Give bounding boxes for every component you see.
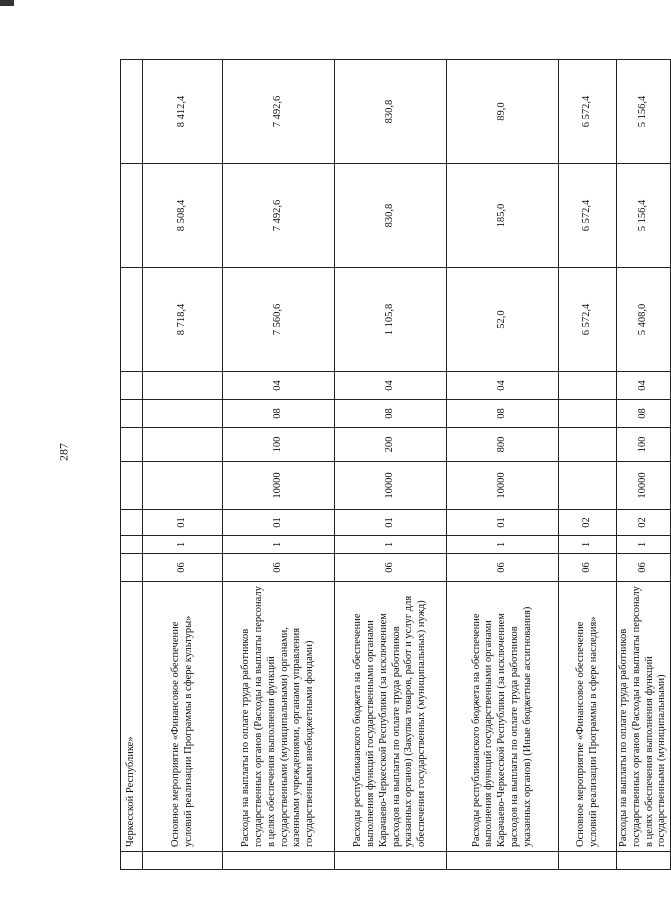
rotated-table-container	[120, 60, 668, 870]
row-name-cell: Основное мероприятие «Финансовое обеспечение условий реализации Программы в сфере культуры»	[143, 582, 223, 852]
expense-type-cell	[559, 428, 617, 462]
row-name-cell: Расходы республиканского бюджета на обеспечение выполнения функций государственными органами Карачаево-Черкесской Республики (за исключением расходов на выплаты по оплате труда работников указанных органов) (Закупка товаров, работ и услуг для обеспечения государственных (муниципальных) нужд)	[335, 582, 447, 852]
expense-type-cell	[143, 428, 223, 462]
page-number: 287	[56, 443, 71, 461]
table-row	[335, 60, 447, 870]
gp-code-cell: 06	[143, 554, 223, 582]
amount-year-2-cell: 830,8	[335, 164, 447, 268]
section-cell: 08	[335, 400, 447, 428]
amount-year-3-cell: 830,8	[335, 60, 447, 164]
direction-code-cell	[559, 462, 617, 510]
amount-year-3-cell: 89,0	[447, 60, 559, 164]
subsection-cell	[559, 372, 617, 400]
subsection-cell	[143, 372, 223, 400]
direction-code-cell	[121, 462, 143, 510]
row-name-cell: Расходы на выплаты по оплате труда работников государственных органов (Расходы на выплаты персоналу в целях обеспечения выполнения функций государственными (муниципальными)	[617, 582, 671, 852]
section-cell	[121, 400, 143, 428]
budget-table	[120, 59, 671, 870]
event-code-cell: 01	[335, 510, 447, 536]
expense-type-cell: 200	[335, 428, 447, 462]
section-cell	[559, 400, 617, 428]
event-code-cell: 01	[223, 510, 335, 536]
event-code-cell	[121, 510, 143, 536]
expense-type-cell: 800	[447, 428, 559, 462]
amount-year-1-cell: 7 560,6	[223, 268, 335, 372]
subsection-cell	[121, 372, 143, 400]
expense-type-cell: 100	[617, 428, 671, 462]
table-row	[121, 60, 143, 870]
subprogram-code-cell: 1	[447, 536, 559, 554]
row-name-cell: Основное мероприятие «Финансовое обеспечение условий реализации Программы в сфере наследия»	[559, 582, 617, 852]
table-row	[143, 60, 223, 870]
subprogram-code-cell	[121, 536, 143, 554]
subprogram-code-cell: 1	[223, 536, 335, 554]
amount-year-1-cell: 5 408,0	[617, 268, 671, 372]
row-index-cell	[223, 852, 335, 870]
amount-year-1-cell: 52,0	[447, 268, 559, 372]
direction-code-cell: 10000	[617, 462, 671, 510]
subprogram-code-cell: 1	[335, 536, 447, 554]
section-cell: 08	[447, 400, 559, 428]
row-index-cell	[121, 852, 143, 870]
amount-year-3-cell	[121, 60, 143, 164]
gp-code-cell: 06	[559, 554, 617, 582]
subsection-cell: 04	[617, 372, 671, 400]
event-code-cell: 01	[447, 510, 559, 536]
row-index-cell	[143, 852, 223, 870]
gp-code-cell: 06	[617, 554, 671, 582]
amount-year-3-cell: 5 156,4	[617, 60, 671, 164]
table-body	[121, 60, 671, 870]
gp-code-cell	[121, 554, 143, 582]
table-row	[223, 60, 335, 870]
gp-code-cell: 06	[223, 554, 335, 582]
section-cell: 08	[617, 400, 671, 428]
amount-year-2-cell: 185,0	[447, 164, 559, 268]
event-code-cell: 02	[617, 510, 671, 536]
amount-year-2-cell: 5 156,4	[617, 164, 671, 268]
event-code-cell: 02	[559, 510, 617, 536]
row-index-cell	[447, 852, 559, 870]
row-index-cell	[617, 852, 671, 870]
direction-code-cell: 10000	[335, 462, 447, 510]
row-name-cell: Расходы республиканского бюджета на обеспечение выполнения функций государственными органами Карачаево-Черкесской Республики (за исключением расходов на выплаты по оплате труда работников указанных органов) (Иные бюджетные ассигнования)	[447, 582, 559, 852]
row-name-cell: Расходы на выплаты по оплате труда работников государственных органов (Расходы на выплаты персоналу в целях обеспечения выполнения функций государственными (муниципальными) органами, казенными учреждениями, органами управления государственными внебюджетными фондами)	[223, 582, 335, 852]
row-name-cell: Черкесской Республике»	[121, 582, 143, 852]
section-cell	[143, 400, 223, 428]
amount-year-1-cell: 8 718,4	[143, 268, 223, 372]
amount-year-2-cell	[121, 164, 143, 268]
expense-type-cell: 100	[223, 428, 335, 462]
amount-year-3-cell: 8 412,4	[143, 60, 223, 164]
subsection-cell: 04	[223, 372, 335, 400]
amount-year-3-cell: 6 572,4	[559, 60, 617, 164]
row-index-cell	[335, 852, 447, 870]
subsection-cell: 04	[447, 372, 559, 400]
expense-type-cell	[121, 428, 143, 462]
amount-year-2-cell: 6 572,4	[559, 164, 617, 268]
direction-code-cell	[143, 462, 223, 510]
gp-code-cell: 06	[335, 554, 447, 582]
amount-year-2-cell: 7 492,6	[223, 164, 335, 268]
gp-code-cell: 06	[447, 554, 559, 582]
table-row	[447, 60, 559, 870]
event-code-cell: 01	[143, 510, 223, 536]
table-row	[617, 60, 671, 870]
amount-year-1-cell	[121, 268, 143, 372]
subsection-cell: 04	[335, 372, 447, 400]
subprogram-code-cell: 1	[559, 536, 617, 554]
direction-code-cell: 10000	[223, 462, 335, 510]
table-row	[559, 60, 617, 870]
subprogram-code-cell: 1	[143, 536, 223, 554]
section-cell: 08	[223, 400, 335, 428]
subprogram-code-cell: 1	[617, 536, 671, 554]
direction-code-cell: 10000	[447, 462, 559, 510]
amount-year-1-cell: 1 105,8	[335, 268, 447, 372]
amount-year-2-cell: 8 508,4	[143, 164, 223, 268]
scan-corner-mark	[0, 0, 14, 6]
row-index-cell	[559, 852, 617, 870]
amount-year-1-cell: 6 572,4	[559, 268, 617, 372]
amount-year-3-cell: 7 492,6	[223, 60, 335, 164]
